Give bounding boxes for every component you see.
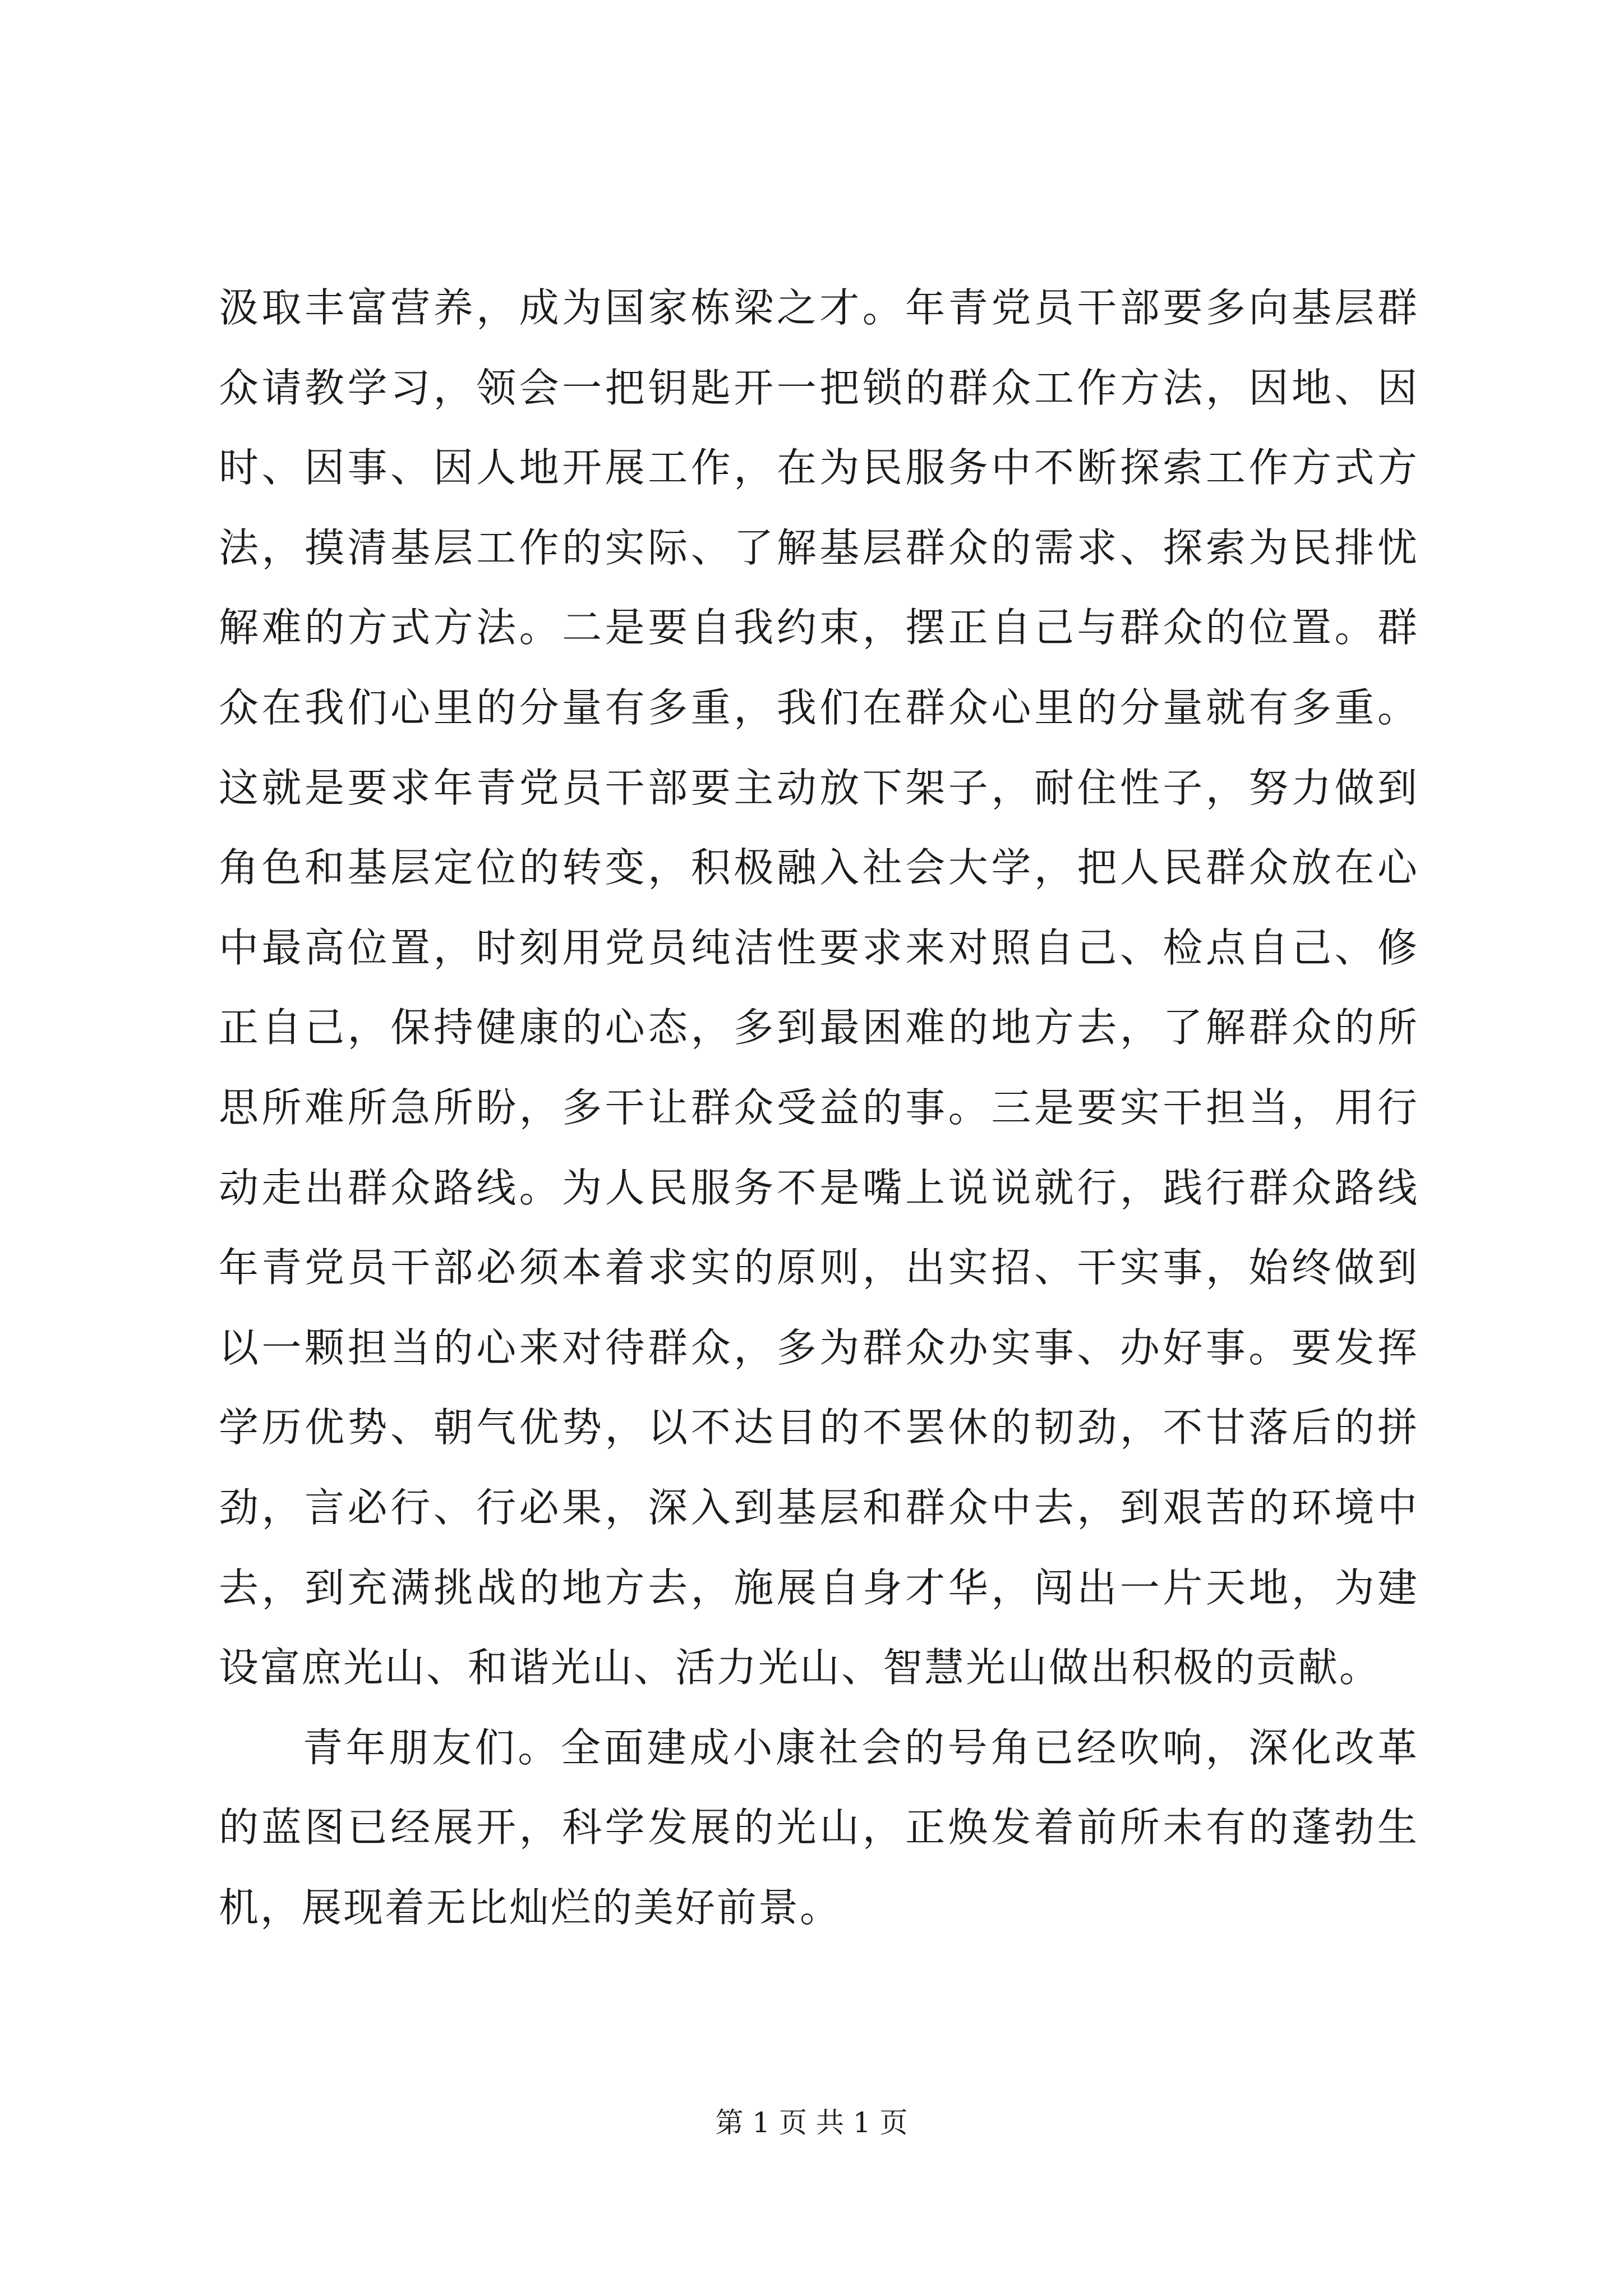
text-line: 设富庶光山、和谐光山、活力光山、智慧光山做出积极的贡献。 bbox=[219, 1644, 1381, 1691]
text-line: 年青党员干部必须本着求实的原则，出实招、干实事，始终做到 bbox=[219, 1244, 1419, 1291]
text-line: 去，到充满挑战的地方去，施展自身才华，闯出一片天地，为建 bbox=[219, 1564, 1419, 1611]
text-line: 动走出群众路线。为人民服务不是嘴上说说就行，践行群众路线 bbox=[219, 1164, 1419, 1211]
text-line: 机，展现着无比灿烂的美好前景。 bbox=[219, 1884, 842, 1931]
text-line: 众请教学习，领会一把钥匙开一把锁的群众工作方法，因地、因 bbox=[219, 364, 1419, 411]
text-line: 这就是要求年青党员干部要主动放下架子，耐住性子，努力做到 bbox=[219, 764, 1419, 811]
text-line: 正自己，保持健康的心态，多到最困难的地方去，了解群众的所 bbox=[219, 1004, 1419, 1051]
text-line: 思所难所急所盼，多干让群众受益的事。三是要实干担当，用行 bbox=[219, 1084, 1419, 1131]
text-line: 汲取丰富营养，成为国家栋梁之才。年青党员干部要多向基层群 bbox=[219, 284, 1419, 331]
text-line: 法，摸清基层工作的实际、了解基层群众的需求、探索为民排忧 bbox=[219, 524, 1419, 571]
text-line: 学历优势、朝气优势，以不达目的不罢休的韧劲，不甘落后的拼 bbox=[219, 1404, 1419, 1451]
text-line: 以一颗担当的心来对待群众，多为群众办实事、办好事。要发挥 bbox=[219, 1324, 1419, 1371]
paragraph bbox=[219, 1708, 1419, 1948]
text-line: 角色和基层定位的转变，积极融入社会大学，把人民群众放在心 bbox=[219, 844, 1419, 891]
text-line: 众在我们心里的分量有多重，我们在群众心里的分量就有多重。 bbox=[219, 684, 1419, 731]
text-line: 的蓝图已经展开，科学发展的光山，正焕发着前所未有的蓬勃生 bbox=[219, 1804, 1419, 1851]
text-line: 中最高位置，时刻用党员纯洁性要求来对照自己、检点自己、修 bbox=[219, 924, 1419, 971]
text-line: 劲，言必行、行必果，深入到基层和群众中去，到艰苦的环境中 bbox=[219, 1484, 1419, 1531]
text-line: 青年朋友们。全面建成小康社会的号角已经吹响，深化改革 bbox=[303, 1724, 1419, 1771]
document-body bbox=[219, 268, 1419, 1948]
paragraph bbox=[219, 268, 1419, 1708]
text-line: 解难的方式方法。二是要自我约束，摆正自己与群众的位置。群 bbox=[219, 604, 1419, 651]
text-line: 时、因事、因人地开展工作，在为民服务中不断探索工作方式方 bbox=[219, 444, 1419, 491]
page-footer: 第 1 页 共 1 页 bbox=[715, 2106, 908, 2139]
